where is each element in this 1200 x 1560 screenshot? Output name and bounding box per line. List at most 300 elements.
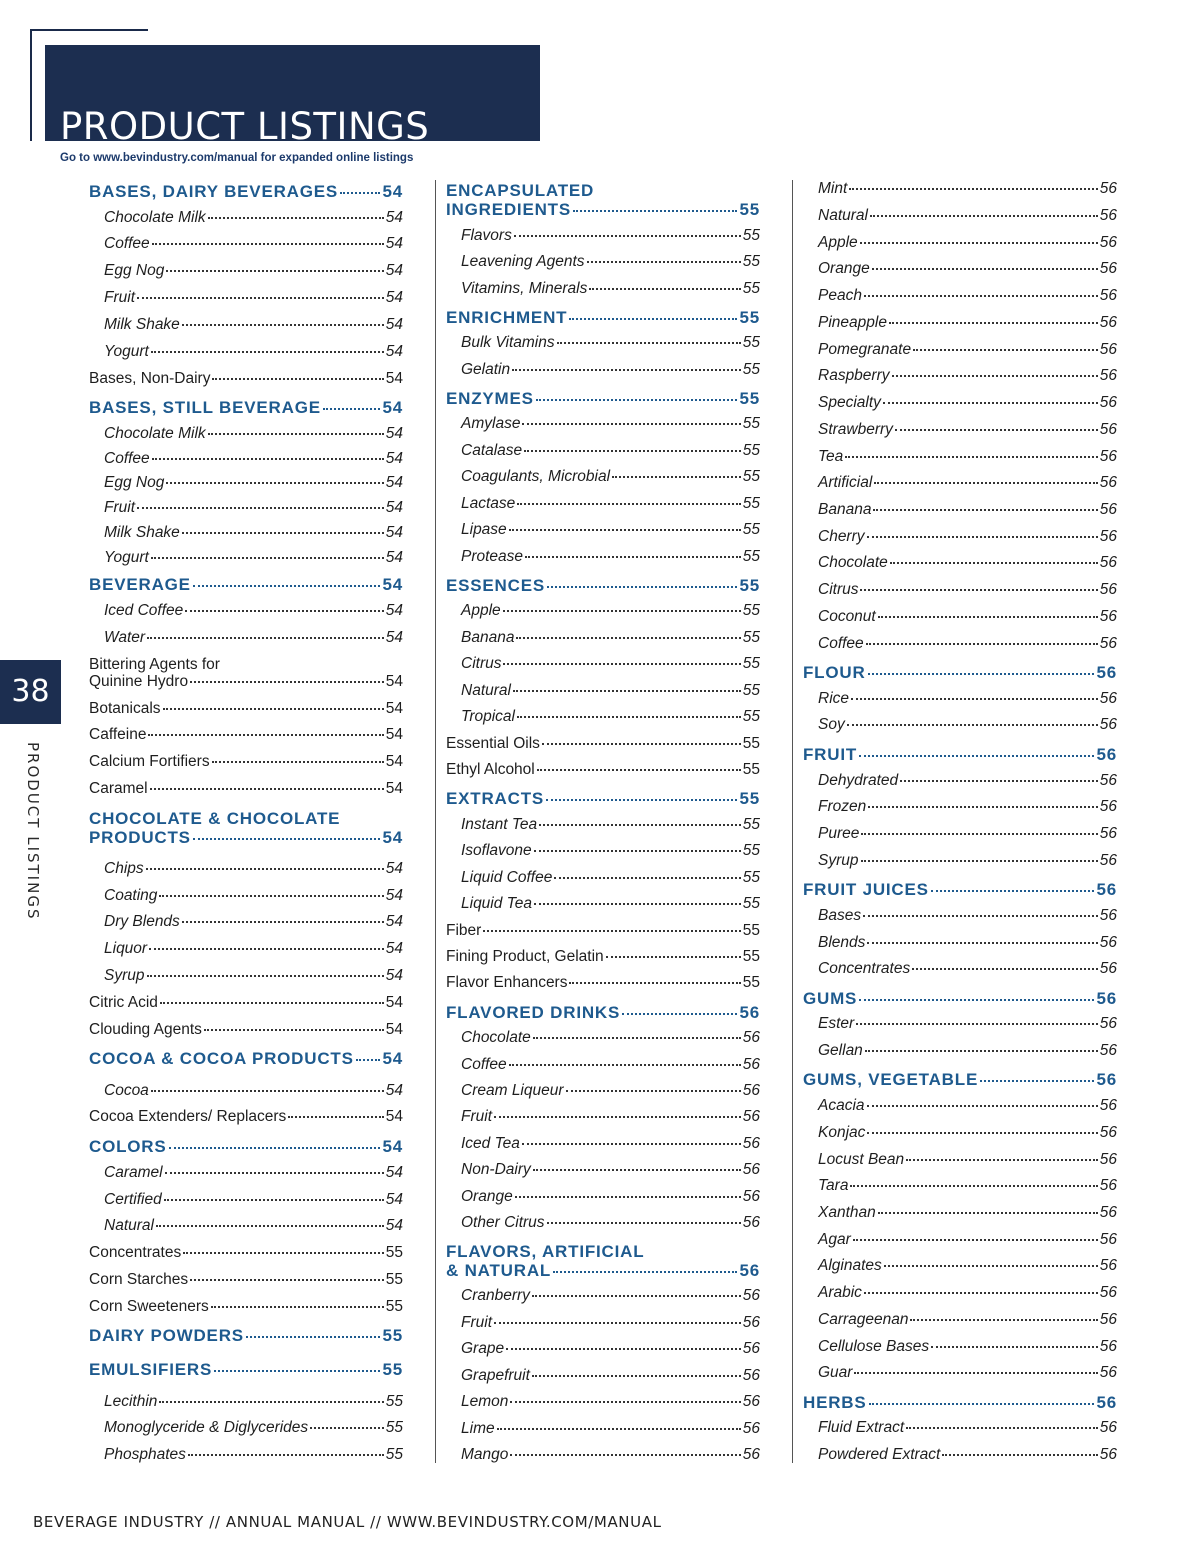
entry-name: Raspberry: [818, 367, 890, 384]
dot-leader: [854, 1372, 1097, 1374]
dot-leader: [246, 1336, 381, 1338]
subcategory-entry: [803, 1151, 1117, 1169]
entry-name: Peach: [818, 287, 862, 304]
subcategory-entry: [803, 852, 1117, 870]
page-ref: 56: [742, 1287, 760, 1304]
subcategory-entry: [446, 1287, 760, 1305]
dot-leader: [872, 268, 1098, 270]
column-divider: [792, 180, 793, 1463]
category-entry: [446, 974, 760, 992]
entry-name: Fruit: [104, 289, 135, 306]
subcategory-entry: [803, 1097, 1117, 1115]
page-ref: 56: [1099, 1364, 1117, 1381]
dot-leader: [169, 1147, 381, 1149]
subcategory-entry: [446, 253, 760, 271]
entry-name: Corn Starches: [89, 1271, 189, 1288]
page-ref: 55: [742, 655, 760, 672]
dot-leader: [589, 288, 740, 290]
subcategory-entry: [803, 448, 1117, 466]
entry-name: Bulk Vitamins: [461, 334, 555, 351]
listing-first-line: CHOCOLATE & CHOCOLATE: [89, 809, 341, 828]
entry-name: Lemon: [461, 1393, 509, 1410]
entry-name: Orange: [461, 1188, 513, 1205]
subcategory-entry: [803, 772, 1117, 790]
dot-leader: [878, 616, 1098, 618]
page-ref: 56: [742, 1108, 760, 1125]
dot-leader: [865, 1050, 1098, 1052]
subcategory-entry: [803, 287, 1117, 305]
subcategory-entry: [446, 1108, 760, 1126]
entry-name: Coffee: [461, 1056, 507, 1073]
page-ref: 54: [385, 262, 403, 279]
dot-leader: [533, 1037, 741, 1039]
subcategory-entry: [446, 869, 760, 887]
dot-leader: [532, 1375, 741, 1377]
page-ref: 55: [739, 789, 760, 808]
entry-name: Liquid Tea: [461, 895, 532, 912]
entry-name: Citrus: [818, 581, 859, 598]
dot-leader: [870, 215, 1098, 217]
dot-leader: [867, 536, 1098, 538]
corner-rule-horizontal: [30, 29, 148, 31]
entry-name: Monoglyceride & Diglycerides: [104, 1419, 309, 1436]
entry-name: Bases: [818, 907, 862, 924]
page-ref: 56: [739, 1003, 760, 1022]
subcategory-entry: [803, 1177, 1117, 1195]
page-ref: 56: [1099, 1097, 1117, 1114]
entry-name: Chocolate Milk: [104, 209, 206, 226]
entry-name: Quinine Hydro: [89, 673, 189, 690]
dot-leader: [587, 261, 741, 263]
subcategory-entry: [446, 682, 760, 700]
page-ref: 54: [385, 1082, 403, 1099]
entry-name: Tea: [818, 448, 844, 465]
entry-name: Cocoa Extenders/ Replacers: [89, 1108, 287, 1125]
category-entry: [89, 1021, 403, 1039]
dot-leader: [524, 450, 741, 452]
dot-leader: [913, 349, 1098, 351]
page-ref: 55: [742, 334, 760, 351]
page-ref: 56: [1099, 1311, 1117, 1328]
page-ref: 56: [1099, 1446, 1117, 1463]
entry-name: Apple: [818, 234, 858, 251]
page-ref: 54: [382, 398, 403, 417]
entry-name: EXTRACTS: [446, 789, 545, 808]
entry-name: Locust Bean: [818, 1151, 905, 1168]
page-ref: 54: [385, 1217, 403, 1234]
subcategory-entry: [446, 1056, 760, 1074]
dot-leader: [860, 242, 1098, 244]
entry-name: Iced Tea: [461, 1135, 520, 1152]
entry-name: Soy: [818, 716, 845, 733]
dot-leader: [166, 270, 383, 272]
page-ref: 56: [742, 1446, 760, 1463]
entry-name: Tara: [818, 1177, 849, 1194]
subcategory-entry: [89, 549, 403, 567]
page-ref: 55: [742, 415, 760, 432]
entry-name: Corn Sweeteners: [89, 1298, 209, 1315]
dot-leader: [151, 557, 384, 559]
dot-leader: [204, 1029, 384, 1031]
page-ref: 55: [742, 361, 760, 378]
entry-name: Strawberry: [818, 421, 893, 438]
dot-leader: [147, 975, 384, 977]
dot-leader: [166, 482, 383, 484]
category-entry: [446, 761, 760, 779]
subcategory-entry: [446, 442, 760, 460]
page-ref: 56: [1099, 798, 1117, 815]
entry-name: Lime: [461, 1420, 495, 1437]
entry-name: Coagulants, Microbial: [461, 468, 611, 485]
entry-name: Coffee: [818, 635, 864, 652]
entry-name: Fiber: [446, 922, 482, 939]
subcategory-entry: [89, 913, 403, 931]
category-heading: [803, 1393, 1117, 1413]
page-ref: 54: [385, 887, 403, 904]
dot-leader: [517, 503, 740, 505]
entry-name: & NATURAL: [446, 1261, 552, 1280]
page-ref: 54: [385, 913, 403, 930]
page-ref: 55: [742, 253, 760, 270]
page-ref: 55: [385, 1244, 403, 1261]
dot-leader: [910, 1319, 1097, 1321]
page-ref: 56: [1099, 852, 1117, 869]
dot-leader: [509, 1064, 741, 1066]
subcategory-entry: [803, 1015, 1117, 1033]
page-ref: 56: [739, 1261, 760, 1280]
page-ref: 56: [1099, 474, 1117, 491]
entry-name: Mango: [461, 1446, 509, 1463]
page-ref: 55: [382, 1360, 403, 1379]
subcategory-entry: [446, 1161, 760, 1179]
entry-name: Botanicals: [89, 700, 161, 717]
subcategory-entry: [803, 421, 1117, 439]
dot-leader: [980, 1080, 1094, 1082]
entry-name: HERBS: [803, 1393, 867, 1412]
dot-leader: [185, 610, 383, 612]
entry-name: Concentrates: [89, 1244, 182, 1261]
entry-name: Instant Tea: [461, 816, 538, 833]
dot-leader: [569, 318, 737, 320]
category-entry: [89, 700, 403, 718]
dot-leader: [890, 562, 1098, 564]
dot-leader: [494, 1322, 741, 1324]
subcategory-entry: [446, 1314, 760, 1332]
page-ref: 54: [382, 575, 403, 594]
subcategory-entry: [803, 1124, 1117, 1142]
entry-name: Bases, Non-Dairy: [89, 370, 211, 387]
page-ref: 54: [382, 182, 403, 201]
entry-name: Caramel: [89, 780, 148, 797]
dot-leader: [323, 408, 381, 410]
entry-name: Chocolate: [818, 554, 888, 571]
dot-leader: [906, 1159, 1098, 1161]
page-ref: 56: [1099, 394, 1117, 411]
listing-first-line: Bittering Agents for: [89, 656, 220, 673]
entry-name: Egg Nog: [104, 474, 165, 491]
page-ref: 54: [385, 450, 403, 467]
dot-leader: [532, 1295, 741, 1297]
dot-leader: [146, 868, 384, 870]
dot-leader: [557, 342, 741, 344]
page-ref: 56: [1099, 1151, 1117, 1168]
entry-name: Calcium Fortifiers: [89, 753, 210, 770]
subcategory-entry: [803, 1446, 1117, 1464]
entry-name: Water: [104, 629, 146, 646]
subcategory-entry: [446, 1029, 760, 1047]
entry-name: DAIRY POWDERS: [89, 1326, 244, 1345]
entry-name: Dehydrated: [818, 772, 899, 789]
entry-name: Banana: [461, 629, 515, 646]
entry-name: Cellulose Bases: [818, 1338, 930, 1355]
entry-name: BEVERAGE: [89, 575, 191, 594]
subcategory-entry: [803, 207, 1117, 225]
dot-leader: [536, 399, 738, 401]
category-heading: [446, 789, 760, 809]
page-ref: 55: [742, 602, 760, 619]
subcategory-entry: [89, 1217, 403, 1235]
dot-leader: [288, 1116, 383, 1118]
page-ref: 55: [742, 761, 760, 778]
page-ref: 56: [1096, 1070, 1117, 1089]
page-ref: 55: [742, 735, 760, 752]
page-ref: 55: [742, 280, 760, 297]
dot-leader: [612, 476, 741, 478]
page-ref: 55: [742, 468, 760, 485]
column-divider: [435, 180, 436, 1463]
subcategory-entry: [89, 289, 403, 307]
dot-leader: [942, 1454, 1097, 1456]
page-ref: 55: [385, 1393, 403, 1410]
category-heading: [89, 398, 403, 418]
page-ref: 54: [385, 289, 403, 306]
dot-leader: [149, 948, 384, 950]
page-ref: 56: [1099, 1177, 1117, 1194]
subcategory-entry: [803, 1042, 1117, 1060]
entry-name: Alginates: [818, 1257, 882, 1274]
dot-leader: [522, 423, 740, 425]
page-ref: 54: [385, 1191, 403, 1208]
entry-name: Egg Nog: [104, 262, 165, 279]
entry-name: Flavors: [461, 227, 512, 244]
category-entry: [89, 780, 403, 798]
entry-name: Non-Dairy: [461, 1161, 531, 1178]
page-ref: 54: [385, 499, 403, 516]
dot-leader: [542, 743, 741, 745]
entry-name: Grape: [461, 1340, 505, 1357]
entry-name: Rice: [818, 690, 850, 707]
page-ref: 56: [1096, 989, 1117, 1008]
dot-leader: [537, 769, 741, 771]
page-ref: 56: [1096, 663, 1117, 682]
dot-leader: [515, 1196, 741, 1198]
dot-leader: [546, 799, 737, 801]
page-ref: 55: [742, 442, 760, 459]
subcategory-entry: [803, 180, 1117, 198]
subcategory-entry: [803, 1204, 1117, 1222]
entry-name: Frozen: [818, 798, 867, 815]
page-ref: 54: [385, 235, 403, 252]
entry-name: Milk Shake: [104, 524, 180, 541]
subcategory-entry: [446, 495, 760, 513]
subcategory-entry: [89, 1164, 403, 1182]
dot-leader: [147, 637, 384, 639]
dot-leader: [547, 586, 737, 588]
dot-leader: [931, 1346, 1098, 1348]
page-ref: 56: [1099, 1042, 1117, 1059]
dot-leader: [182, 324, 384, 326]
dot-leader: [137, 507, 384, 509]
subcategory-entry: [803, 1311, 1117, 1329]
dot-leader: [165, 1172, 384, 1174]
page-ref: 54: [382, 1137, 403, 1156]
entry-name: Cocoa: [104, 1082, 149, 1099]
entry-name: Liquid Coffee: [461, 869, 553, 886]
entry-name: EMULSIFIERS: [89, 1360, 213, 1379]
subcategory-entry: [803, 554, 1117, 572]
dot-leader: [522, 1143, 741, 1145]
entry-name: Chocolate: [461, 1029, 531, 1046]
online-listings-note: Go to www.bevindustry.com/manual for expanded online listings: [60, 152, 414, 164]
subcategory-entry: [803, 934, 1117, 952]
dot-leader: [847, 724, 1098, 726]
subcategory-entry: [803, 690, 1117, 708]
page-ref: 55: [742, 495, 760, 512]
dot-leader: [534, 850, 741, 852]
dot-leader: [554, 877, 740, 879]
entry-name: PRODUCTS: [89, 828, 191, 847]
dot-leader: [150, 788, 384, 790]
subcategory-entry: [446, 280, 760, 298]
subcategory-entry: [803, 501, 1117, 519]
category-heading: [803, 880, 1117, 900]
dot-leader: [151, 351, 384, 353]
subcategory-entry: [89, 474, 403, 492]
dot-leader: [483, 930, 740, 932]
dot-leader: [864, 1292, 1098, 1294]
category-entry: [446, 922, 760, 940]
dot-leader: [211, 1306, 384, 1308]
dot-leader: [869, 1403, 1095, 1405]
dot-leader: [148, 734, 383, 736]
page-ref: 54: [385, 700, 403, 717]
dot-leader: [510, 1454, 740, 1456]
subcategory-entry: [803, 314, 1117, 332]
entry-name: Xanthan: [818, 1204, 876, 1221]
dot-leader: [895, 429, 1098, 431]
page-ref: 56: [1099, 1257, 1117, 1274]
page-ref: 56: [1099, 907, 1117, 924]
page-ref: 56: [1099, 1338, 1117, 1355]
subcategory-entry: [89, 1393, 403, 1411]
page-ref: 55: [742, 922, 760, 939]
page-ref: 56: [742, 1340, 760, 1357]
dot-leader: [573, 210, 738, 212]
entry-name: Concentrates: [818, 960, 911, 977]
subcategory-entry: [89, 1446, 403, 1464]
entry-name: Tropical: [461, 708, 515, 725]
entry-name: Pineapple: [818, 314, 887, 331]
dot-leader: [509, 529, 741, 531]
page-ref: 55: [742, 869, 760, 886]
page-ref: 55: [742, 948, 760, 965]
subcategory-entry: [89, 209, 403, 227]
subcategory-entry: [803, 1257, 1117, 1275]
page-ref: 54: [385, 1164, 403, 1181]
page-ref: 56: [1099, 554, 1117, 571]
dot-leader: [863, 915, 1098, 917]
page-ref: 54: [385, 753, 403, 770]
dot-leader: [883, 402, 1098, 404]
dot-leader: [868, 673, 1095, 675]
dot-leader: [539, 824, 741, 826]
page-ref: 54: [385, 549, 403, 566]
dot-leader: [152, 243, 384, 245]
entry-name: Puree: [818, 825, 860, 842]
dot-leader: [853, 1239, 1098, 1241]
page-ref: 56: [742, 1082, 760, 1099]
page-ref: 55: [742, 816, 760, 833]
dot-leader: [622, 1013, 737, 1015]
page-ref: 55: [742, 227, 760, 244]
page-ref: 56: [742, 1056, 760, 1073]
subcategory-entry: [446, 816, 760, 834]
category-heading: [446, 576, 760, 596]
subcategory-entry: [89, 262, 403, 280]
subcategory-entry: [446, 655, 760, 673]
entry-name: Cranberry: [461, 1287, 530, 1304]
entry-name: Fruit: [461, 1108, 492, 1125]
page-ref: 56: [1099, 448, 1117, 465]
section-side-label: PRODUCT LISTINGS: [24, 742, 42, 921]
subcategory-entry: [803, 528, 1117, 546]
page-ref: 55: [742, 708, 760, 725]
subcategory-entry: [446, 602, 760, 620]
dot-leader: [912, 968, 1098, 970]
entry-name: Powdered Extract: [818, 1446, 941, 1463]
dot-leader: [208, 433, 384, 435]
page-ref: 56: [1099, 608, 1117, 625]
page-ref: 54: [385, 726, 403, 743]
entry-name: Flavor Enhancers: [446, 974, 568, 991]
subcategory-entry: [446, 521, 760, 539]
page-ref: 56: [1099, 960, 1117, 977]
entry-name: Protease: [461, 548, 524, 565]
page-ref: 55: [739, 389, 760, 408]
entry-name: FLOUR: [803, 663, 866, 682]
entry-name: ENZYMES: [446, 389, 534, 408]
subcategory-entry: [446, 1446, 760, 1464]
subcategory-entry: [803, 394, 1117, 412]
page-ref: 55: [385, 1271, 403, 1288]
entry-name: Specialty: [818, 394, 881, 411]
entry-name: GUMS: [803, 989, 858, 1008]
category-heading: [89, 1137, 403, 1157]
subcategory-entry: [803, 260, 1117, 278]
page-ref: 56: [1099, 287, 1117, 304]
category-entry: [446, 948, 760, 966]
subcategory-entry: [446, 1340, 760, 1358]
entry-name: Natural: [104, 1217, 154, 1234]
subcategory-entry: [803, 341, 1117, 359]
dot-leader: [182, 921, 384, 923]
page-ref: 56: [1099, 716, 1117, 733]
page-ref: 56: [1099, 260, 1117, 277]
subcategory-entry: [446, 895, 760, 913]
dot-leader: [151, 1090, 384, 1092]
subcategory-entry: [89, 860, 403, 878]
dot-leader: [864, 295, 1098, 297]
